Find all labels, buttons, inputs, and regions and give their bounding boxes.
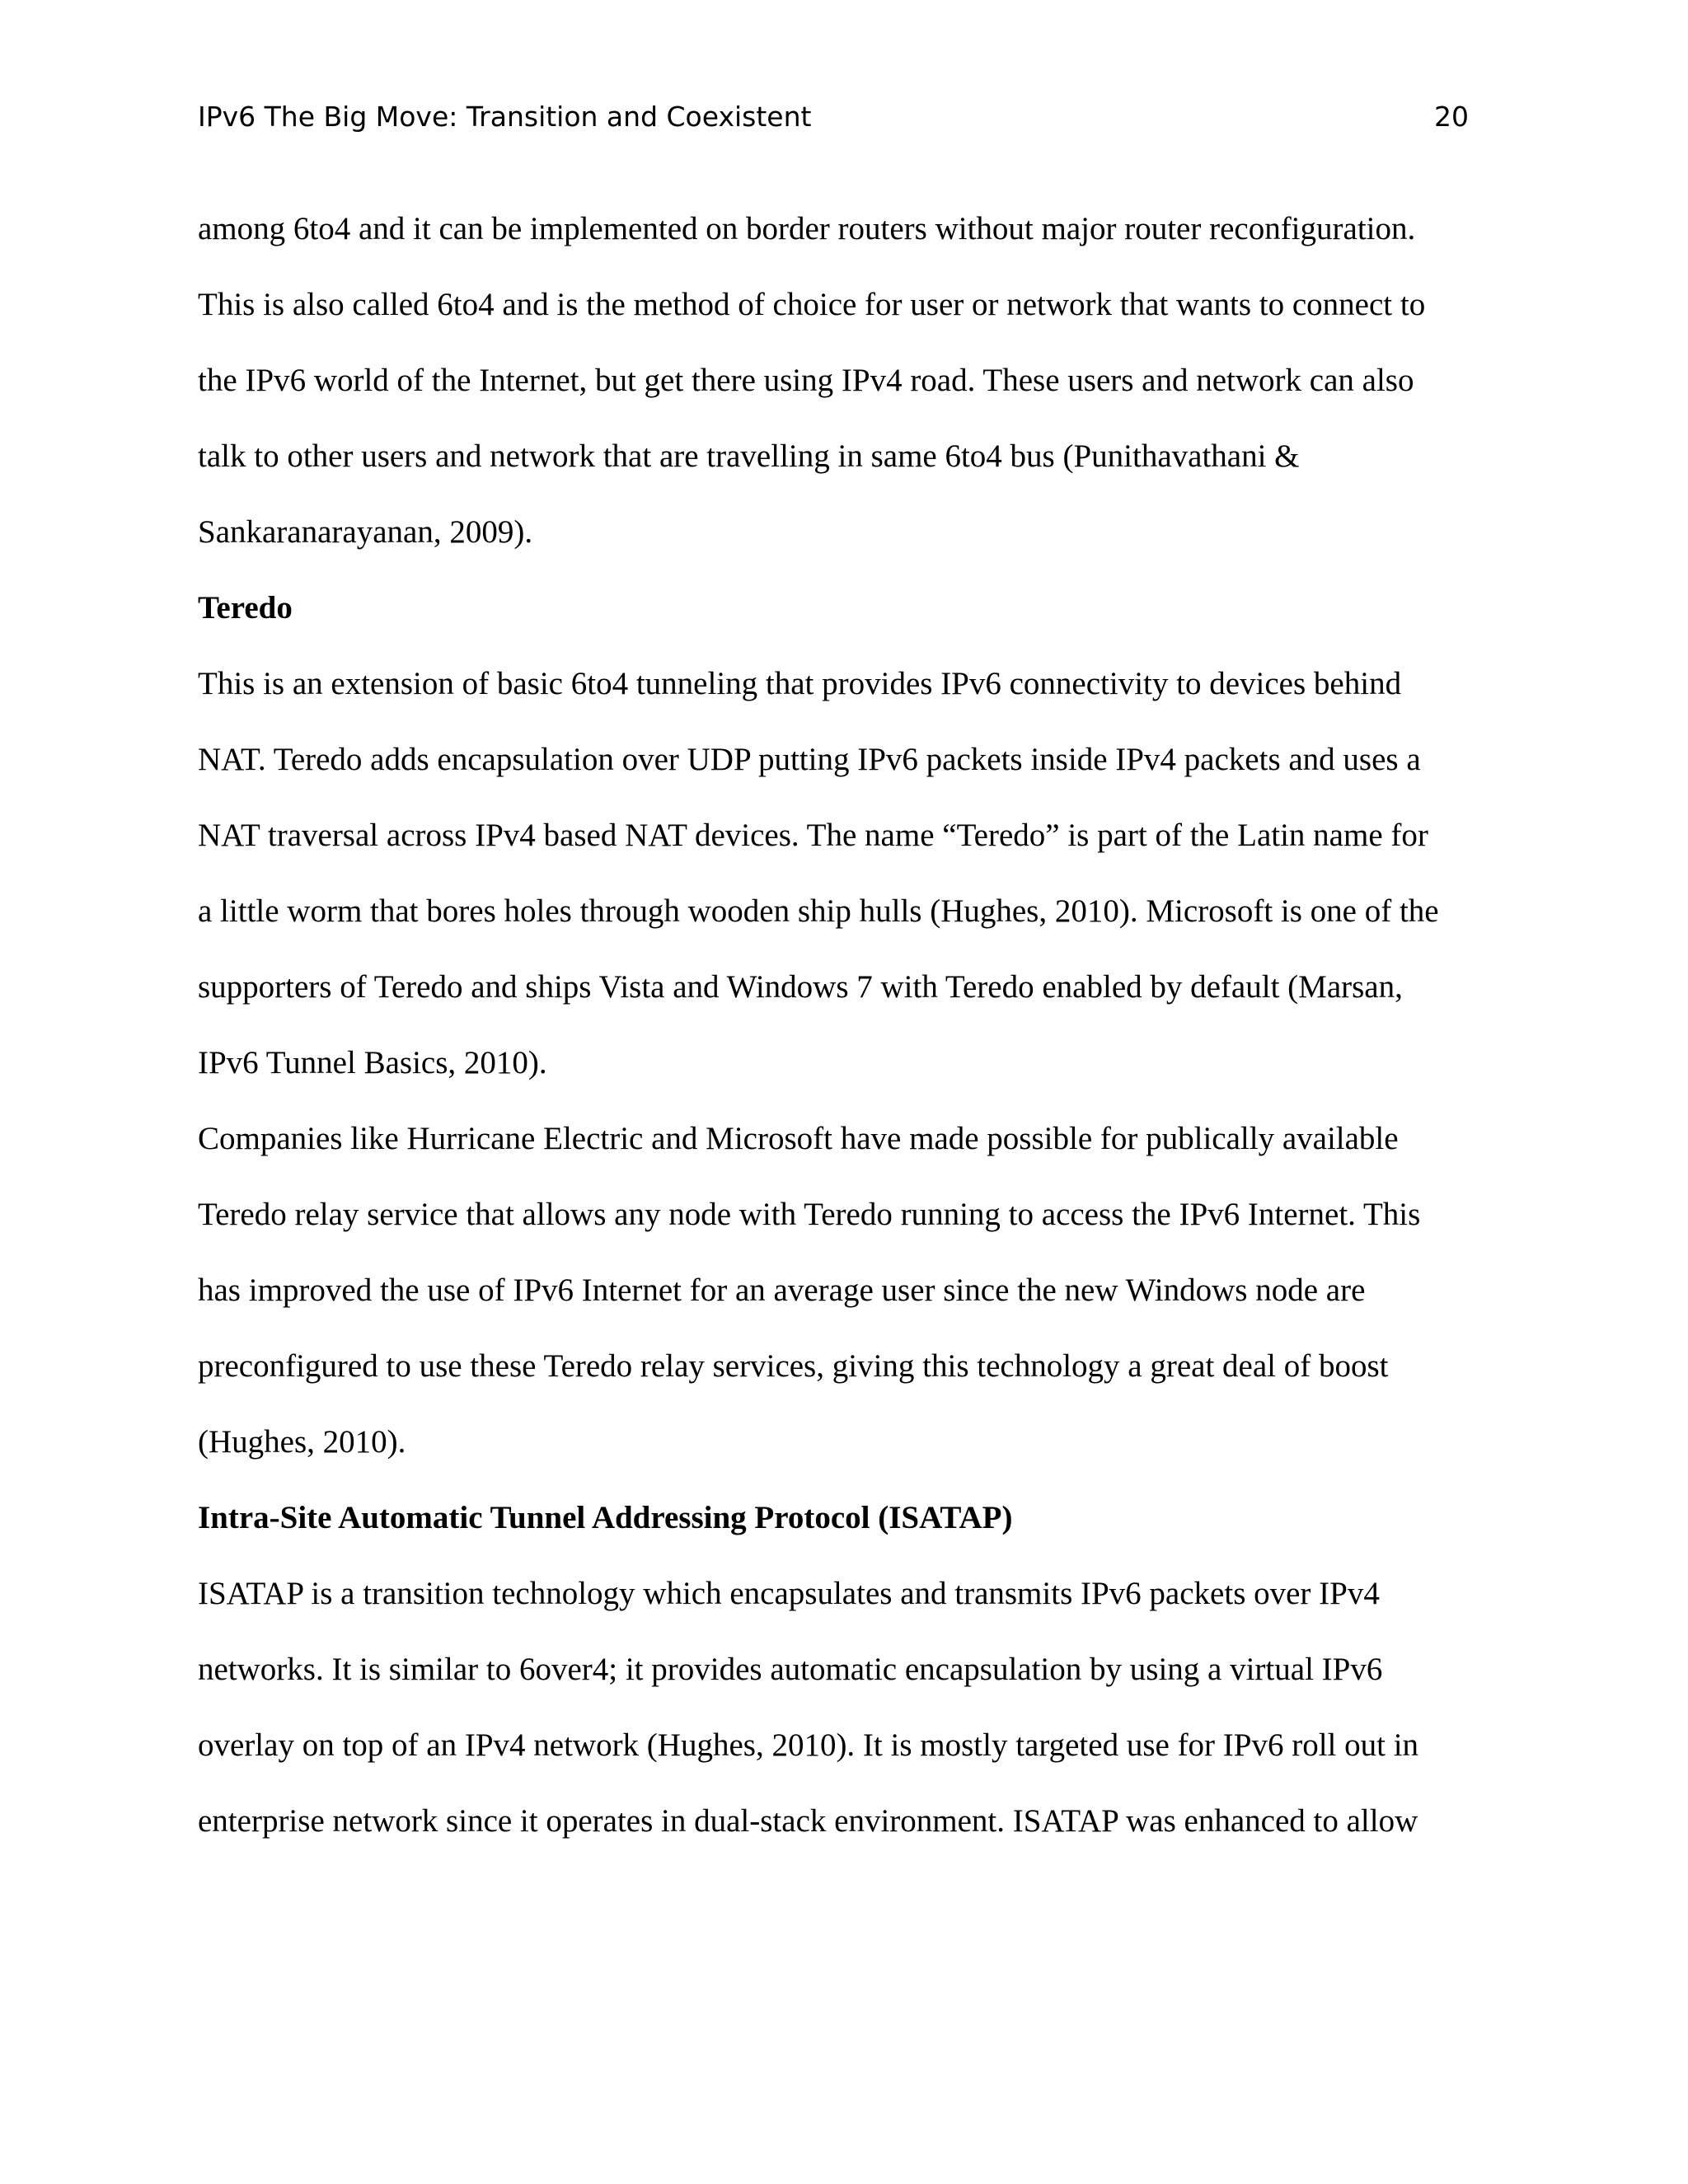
section-heading-teredo: Teredo — [198, 590, 293, 626]
page-number: 20 — [1434, 101, 1469, 133]
body-line: networks. It is similar to 6over4; it provides automatic encapsulation by using a virtual IPv6 — [198, 1652, 1383, 1687]
body-line: NAT traversal across IPv4 based NAT devices. The name “Teredo” is part of the Latin name for — [198, 818, 1428, 853]
body-line: among 6to4 and it can be implemented on border routers without major router reconfiguration. — [198, 211, 1416, 246]
body-line: Sankaranarayanan, 2009). — [198, 514, 533, 550]
body-text — [198, 191, 1484, 1859]
body-line: talk to other users and network that are travelling in same 6to4 bus (Punithavathani & — [198, 438, 1300, 474]
body-line: preconfigured to use these Teredo relay services, giving this technology a great deal of boost — [198, 1348, 1389, 1384]
body-line: Companies like Hurricane Electric and Microsoft have made possible for publically available — [198, 1121, 1399, 1156]
body-line: supporters of Teredo and ships Vista and Windows 7 with Teredo enabled by default (Marsan, — [198, 969, 1403, 1005]
running-header-title: IPv6 The Big Move: Transition and Coexistent — [198, 101, 812, 133]
body-line: (Hughes, 2010). — [198, 1424, 406, 1460]
body-line: Teredo relay service that allows any node with Teredo running to access the IPv6 Internet. This — [198, 1197, 1421, 1232]
body-line: NAT. Teredo adds encapsulation over UDP putting IPv6 packets inside IPv4 packets and uses a — [198, 742, 1421, 777]
section-heading-isatap: Intra-Site Automatic Tunnel Addressing Protocol (ISATAP) — [198, 1500, 1013, 1535]
body-line: enterprise network since it operates in dual-stack environment. ISATAP was enhanced to allow — [198, 1803, 1418, 1839]
body-line: This is also called 6to4 and is the method of choice for user or network that wants to connect to — [198, 287, 1426, 322]
body-line: overlay on top of an IPv4 network (Hughes, 2010). It is mostly targeted use for IPv6 roll out in — [198, 1727, 1419, 1763]
body-line: IPv6 Tunnel Basics, 2010). — [198, 1045, 547, 1080]
body-line: the IPv6 world of the Internet, but get there using IPv4 road. These users and network can also — [198, 363, 1414, 398]
body-line: a little worm that bores holes through wooden ship hulls (Hughes, 2010). Microsoft is one of the — [198, 893, 1439, 929]
body-line: This is an extension of basic 6to4 tunneling that provides IPv6 connectivity to devices behind — [198, 666, 1402, 701]
body-line: has improved the use of IPv6 Internet for an average user since the new Windows node are — [198, 1272, 1366, 1308]
body-line: ISATAP is a transition technology which encapsulates and transmits IPv6 packets over IPv4 — [198, 1576, 1380, 1611]
running-header — [198, 97, 1469, 137]
